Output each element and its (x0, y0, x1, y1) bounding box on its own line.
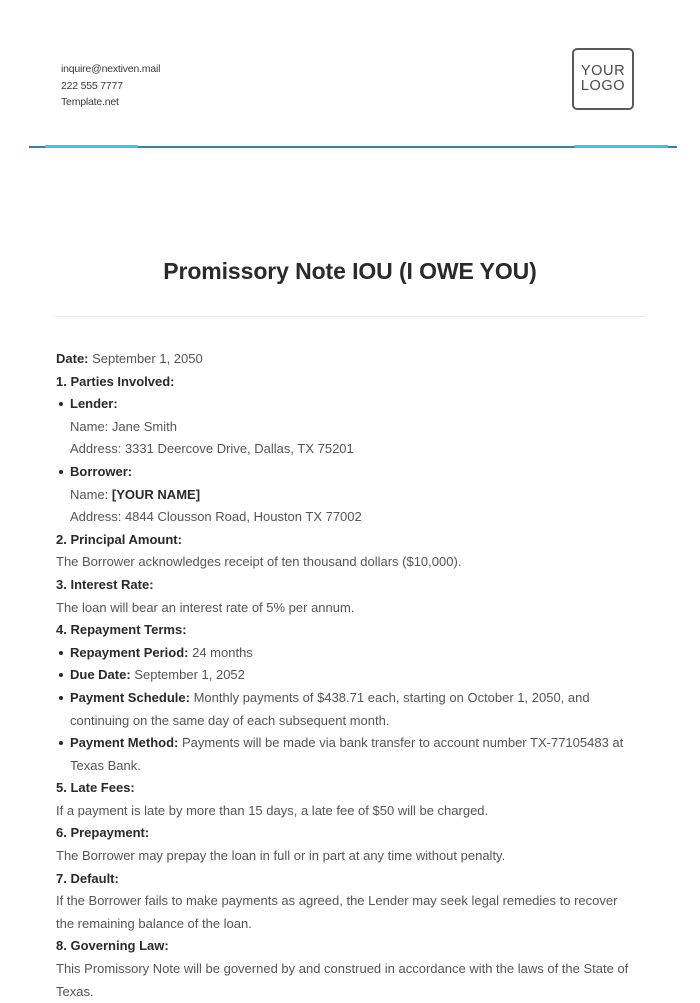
borrower-name-label: Name: (70, 486, 109, 502)
borrower-name-line (56, 484, 656, 507)
section-heading-repayment: 4. Repayment Terms: (56, 622, 187, 638)
bullet-icon (59, 651, 63, 655)
payment-schedule-value: Monthly payments of $438.71 each, starting on October 1, 2050, and continuing on the same day of each subsequent month. (70, 689, 590, 728)
due-date-value: September 1, 2052 (134, 667, 245, 683)
payment-schedule-label: Payment Schedule: (70, 689, 190, 705)
section-heading-parties: 1. Parties Involved: (56, 373, 175, 389)
lender-address: 3331 Deercove Drive, Dallas, TX 75201 (124, 441, 354, 457)
principal-text: The Borrower acknowledges receipt of ten thousand dollars ($10,000). (56, 554, 462, 570)
repayment-period-label: Repayment Period: (70, 644, 189, 660)
lender-name-line (56, 416, 656, 439)
lender-name: Jane Smith (111, 418, 177, 434)
section-heading-default: 7. Default: (56, 870, 119, 886)
governing-law-text: This Promissory Note will be governed by and construed in accordance with the laws of the State of Texas. (56, 961, 629, 999)
prepayment-text: The Borrower may prepay the loan in full or in part at any time without penalty. (56, 848, 506, 864)
late-fees-text: If a payment is late by more than 15 days, a late fee of $50 will be charged. (56, 802, 489, 818)
contact-email: inquire@nextiven.mail (61, 63, 161, 75)
list-item-lender (56, 393, 636, 416)
borrower-label: Borrower: (70, 463, 133, 479)
payment-method-value: Payments will be made via bank transfer to account number TX-77105483 at Texas Bank. (70, 735, 624, 773)
borrower-name: [YOUR NAME] (111, 486, 201, 502)
due-date-label: Due Date: (70, 667, 131, 683)
list-item-payment-schedule (56, 687, 636, 732)
section-heading-principal: 2. Principal Amount: (56, 531, 182, 547)
list-item-payment-method (56, 732, 636, 777)
header-divider-accent-right (575, 145, 668, 148)
section-heading-late-fees: 5. Late Fees: (56, 780, 135, 796)
default-text: If the Borrower fails to make payments as agreed, the Lender may seek legal remedies to recover the remaining balance of the loan. (56, 893, 618, 931)
borrower-address-line (56, 506, 656, 529)
logo-line-2: LOGO (580, 78, 626, 94)
lender-address-label: Address: (70, 441, 122, 457)
document-body (56, 348, 656, 1003)
logo-placeholder (572, 48, 634, 110)
list-item-repayment-period (56, 642, 636, 665)
date-label: Date: (56, 351, 89, 366)
section-heading-prepayment: 6. Prepayment: (56, 825, 150, 841)
section-heading-governing-law: 8. Governing Law: (56, 938, 169, 954)
borrower-address: 4844 Clousson Road, Houston TX 77002 (124, 509, 362, 525)
contact-phone: 222 555 7777 (61, 79, 123, 92)
repayment-period-value: 24 months (192, 644, 253, 660)
document-title: Promissory Note IOU (I OWE YOU) (163, 258, 537, 284)
contact-info (61, 61, 160, 111)
list-item-borrower (56, 461, 636, 484)
bullet-icon (59, 741, 63, 745)
list-item-due-date (56, 664, 636, 687)
borrower-address-label: Address: (70, 509, 122, 525)
payment-method-label: Payment Method: (70, 735, 179, 751)
bullet-icon (59, 673, 63, 677)
date-line (56, 348, 656, 371)
section-heading-interest: 3. Interest Rate: (56, 576, 154, 592)
interest-text: The loan will bear an interest rate of 5% per annum. (56, 599, 355, 615)
header-divider-accent-left (45, 145, 138, 148)
bullet-icon (59, 470, 63, 474)
logo-line-1: YOUR (580, 62, 626, 79)
lender-label: Lender: (70, 396, 118, 412)
lender-name-label: Name: (70, 418, 109, 434)
bullet-icon (59, 402, 63, 406)
title-divider (55, 316, 645, 317)
bullet-icon (59, 696, 63, 700)
lender-address-line (56, 438, 656, 461)
contact-website: Template.net (61, 96, 119, 108)
date-value: September 1, 2050 (92, 351, 203, 366)
